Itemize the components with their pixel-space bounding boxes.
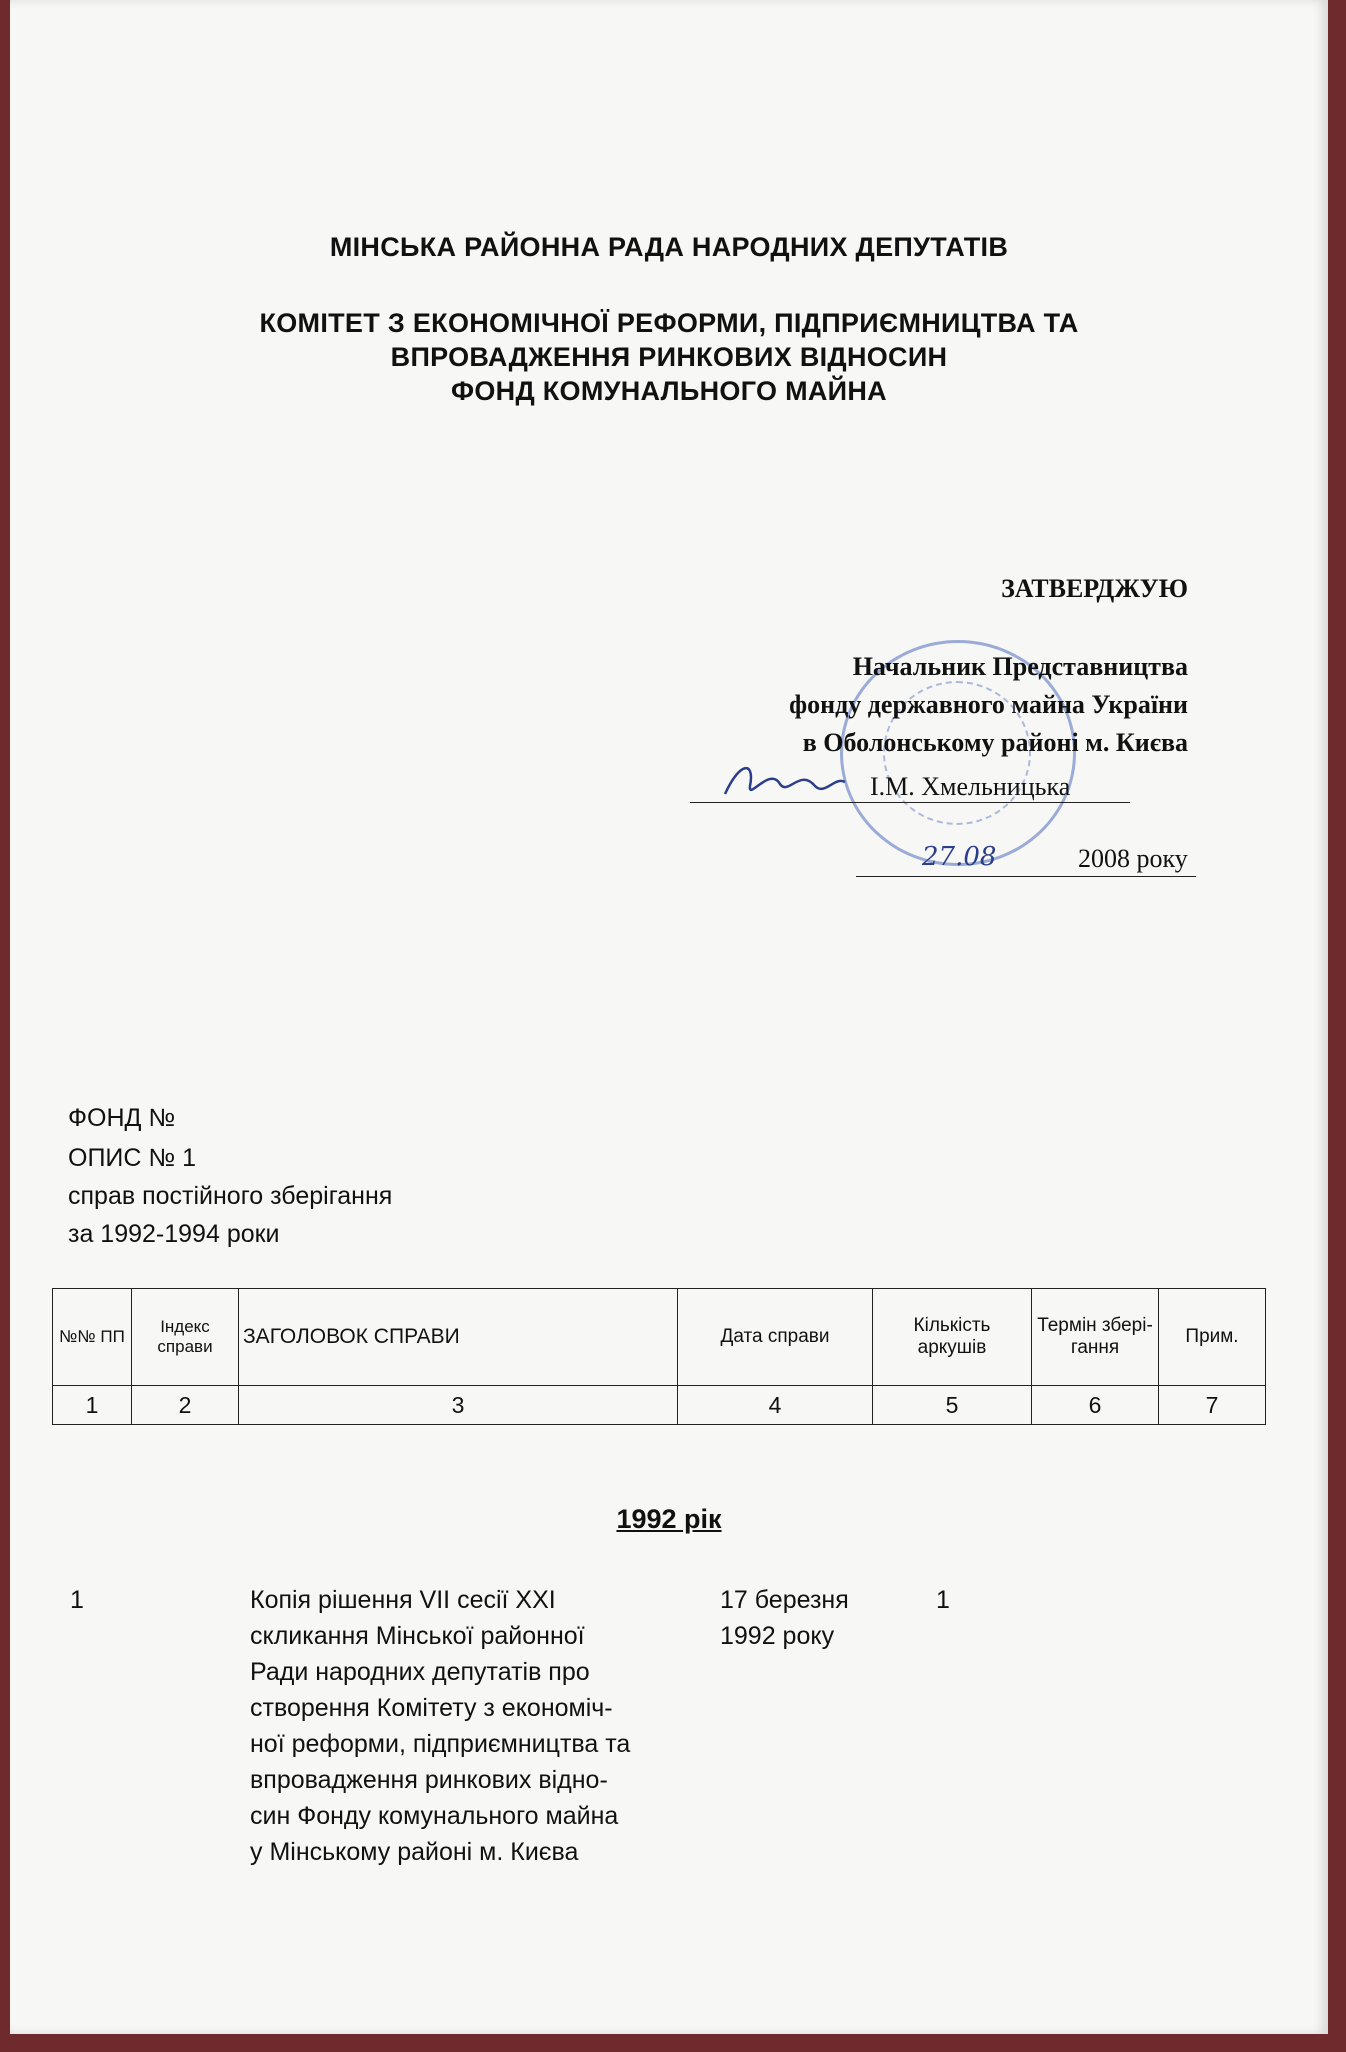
- entry-title-line: скликання Мінської районної: [250, 1622, 585, 1650]
- inventory-number: ОПИС № 1: [68, 1144, 197, 1172]
- signature-underline: [690, 802, 1130, 803]
- approval-position-3: в Оболонському районі м. Києва: [802, 728, 1188, 757]
- col-num-3: 3: [239, 1386, 678, 1425]
- header-title: ЗАГОЛОВОК СПРАВИ: [239, 1289, 678, 1386]
- header-index: Індекс справи: [132, 1289, 239, 1386]
- header-line-2: КОМІТЕТ З ЕКОНОМІЧНОЇ РЕФОРМИ, ПІДПРИЄМНИЦТВА ТА: [259, 308, 1079, 338]
- header-term: Термін збері- гання: [1032, 1289, 1159, 1386]
- col-num-5: 5: [873, 1386, 1032, 1425]
- entry-number: 1: [70, 1586, 84, 1614]
- year-heading: 1992 рік: [616, 1504, 722, 1534]
- entry-title-line: у Мінському районі м. Києва: [250, 1838, 579, 1866]
- entry-date-line: 17 березня: [720, 1586, 849, 1614]
- col-num-6: 6: [1032, 1386, 1159, 1425]
- date-handwritten: 27.08: [922, 842, 997, 872]
- storage-type: справ постійного зберігання: [68, 1182, 393, 1210]
- entry-date: [720, 1582, 849, 1654]
- entry-title-line: створення Комітету з економіч-: [250, 1694, 613, 1722]
- date-underline: [856, 876, 1196, 877]
- entry-title: [250, 1582, 720, 1870]
- entry-title-line: впровадження ринкових відно-: [250, 1766, 608, 1794]
- date-year: 2008 року: [1078, 844, 1188, 873]
- document-page: [10, 0, 1328, 2034]
- approval-position-1: Начальник Представництва: [852, 652, 1188, 681]
- header-line-1: МІНСЬКА РАЙОННА РАДА НАРОДНИХ ДЕПУТАТІВ: [329, 232, 1009, 262]
- signature-scribble: [720, 756, 850, 806]
- approval-title: ЗАТВЕРДЖУЮ: [1001, 574, 1188, 603]
- header-line-4: ФОНД КОМУНАЛЬНОГО МАЙНА: [451, 376, 887, 406]
- fond-number: ФОНД №: [68, 1104, 176, 1132]
- header-line-3: ВПРОВАДЖЕННЯ РИНКОВИХ ВІДНОСИН: [390, 342, 948, 372]
- entry-title-line: син Фонду комунального майна: [250, 1802, 619, 1830]
- inventory-table-header: [52, 1288, 1266, 1425]
- period: за 1992-1994 роки: [68, 1220, 280, 1248]
- approver-name: І.М. Хмельницька: [870, 772, 1071, 801]
- col-num-1: 1: [53, 1386, 132, 1425]
- header-date: Дата справи: [678, 1289, 873, 1386]
- table-header-row: [53, 1289, 1266, 1386]
- col-num-2: 2: [132, 1386, 239, 1425]
- header-note: Прим.: [1159, 1289, 1266, 1386]
- entry-sheets: 1: [936, 1586, 950, 1614]
- header-sheets: Кількість аркушів: [873, 1289, 1032, 1386]
- approval-position-2: фонду державного майна України: [789, 690, 1188, 719]
- col-num-7: 7: [1159, 1386, 1266, 1425]
- entry-date-line: 1992 року: [720, 1622, 835, 1650]
- entry-title-line: Ради народних депутатів про: [250, 1658, 590, 1686]
- col-num-4: 4: [678, 1386, 873, 1425]
- header-pp: №№ ПП: [53, 1289, 132, 1386]
- entry-title-line: Копія рішення VІІ сесії ХХІ: [250, 1586, 556, 1614]
- entry-title-line: ної реформи, підприємництва та: [250, 1730, 631, 1758]
- table-number-row: [53, 1386, 1266, 1425]
